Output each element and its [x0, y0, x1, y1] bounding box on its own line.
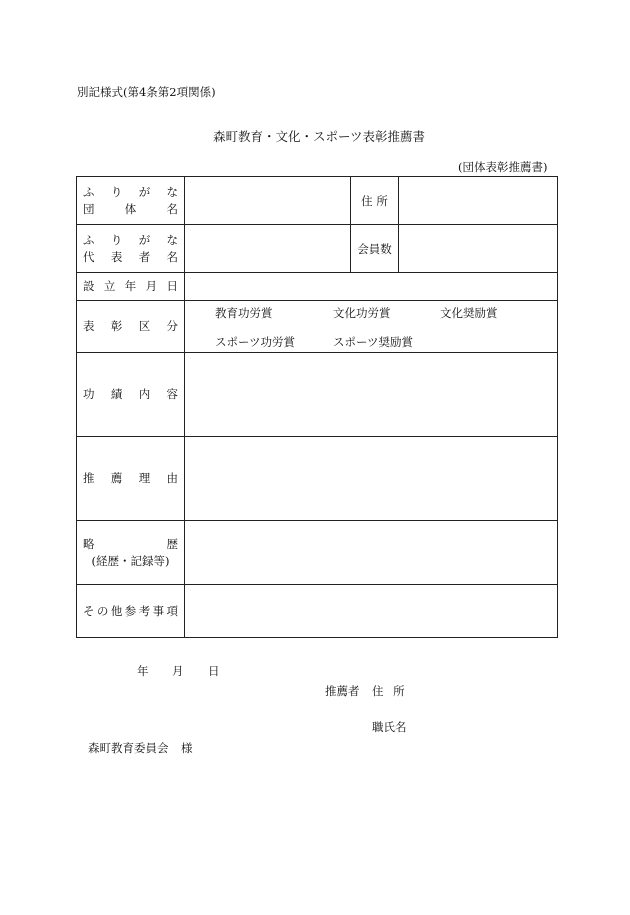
form-reference: 別記様式(第4条第2項関係) [77, 85, 216, 99]
achievements-field[interactable] [185, 353, 558, 437]
addressee-honorific: 様 [181, 741, 193, 755]
position-name-label: 職氏名 [372, 720, 407, 734]
award-option-sports-encouragement[interactable]: スポーツ奨励賞 [333, 335, 414, 349]
reason-label: 推薦理由 [77, 437, 185, 521]
date-day-label: 日 [208, 664, 220, 678]
address-field[interactable] [399, 177, 558, 225]
other-notes-label: その他参考事項 [77, 585, 185, 638]
award-category-label: 表彰区分 [77, 301, 185, 353]
group-furigana-label: ふりがな [83, 184, 179, 199]
award-option-culture-encouragement[interactable]: 文化奨励賞 [440, 306, 498, 320]
reason-field[interactable] [185, 437, 558, 521]
members-label: 会員数 [351, 225, 399, 273]
addressee: 森町教育委員会 [88, 741, 169, 755]
rep-name-label: 代表者名 [83, 249, 179, 264]
date-year-label: 年 [137, 664, 149, 678]
rep-name-label-cell [77, 225, 185, 273]
group-name-field[interactable] [185, 177, 351, 225]
achievements-label: 功績内容 [77, 353, 185, 437]
rep-name-field[interactable] [185, 225, 351, 273]
address-label: 住 所 [351, 177, 399, 225]
history-note: (経歴・記録等) [91, 553, 170, 568]
history-label: 略歴 (経歴・記録等) [77, 521, 185, 585]
members-field[interactable] [399, 225, 558, 273]
award-option-sports-merit[interactable]: スポーツ功労賞 [215, 335, 296, 349]
date-month-label: 月 [172, 664, 184, 678]
award-option-culture-merit[interactable]: 文化功労賞 [333, 306, 391, 320]
document-subtitle: (団体表彰推薦書) [458, 160, 548, 174]
history-field[interactable] [185, 521, 558, 585]
founded-label: 設立年月日 [77, 273, 185, 301]
recommendation-form-table [76, 176, 558, 638]
other-notes-field[interactable] [185, 585, 558, 638]
rep-furigana-label: ふりがな [83, 232, 179, 247]
document-title: 森町教育・文化・スポーツ表彰推薦書 [213, 129, 426, 144]
award-option-education-merit[interactable]: 教育功労賞 [215, 306, 273, 320]
group-name-label: 団体名 [83, 201, 178, 216]
award-category-options [185, 301, 558, 353]
recommender-label: 推薦者 [325, 684, 360, 698]
recommender-address-label: 住 所 [372, 684, 405, 698]
group-name-label-cell [77, 177, 185, 225]
founded-field[interactable] [185, 273, 558, 301]
